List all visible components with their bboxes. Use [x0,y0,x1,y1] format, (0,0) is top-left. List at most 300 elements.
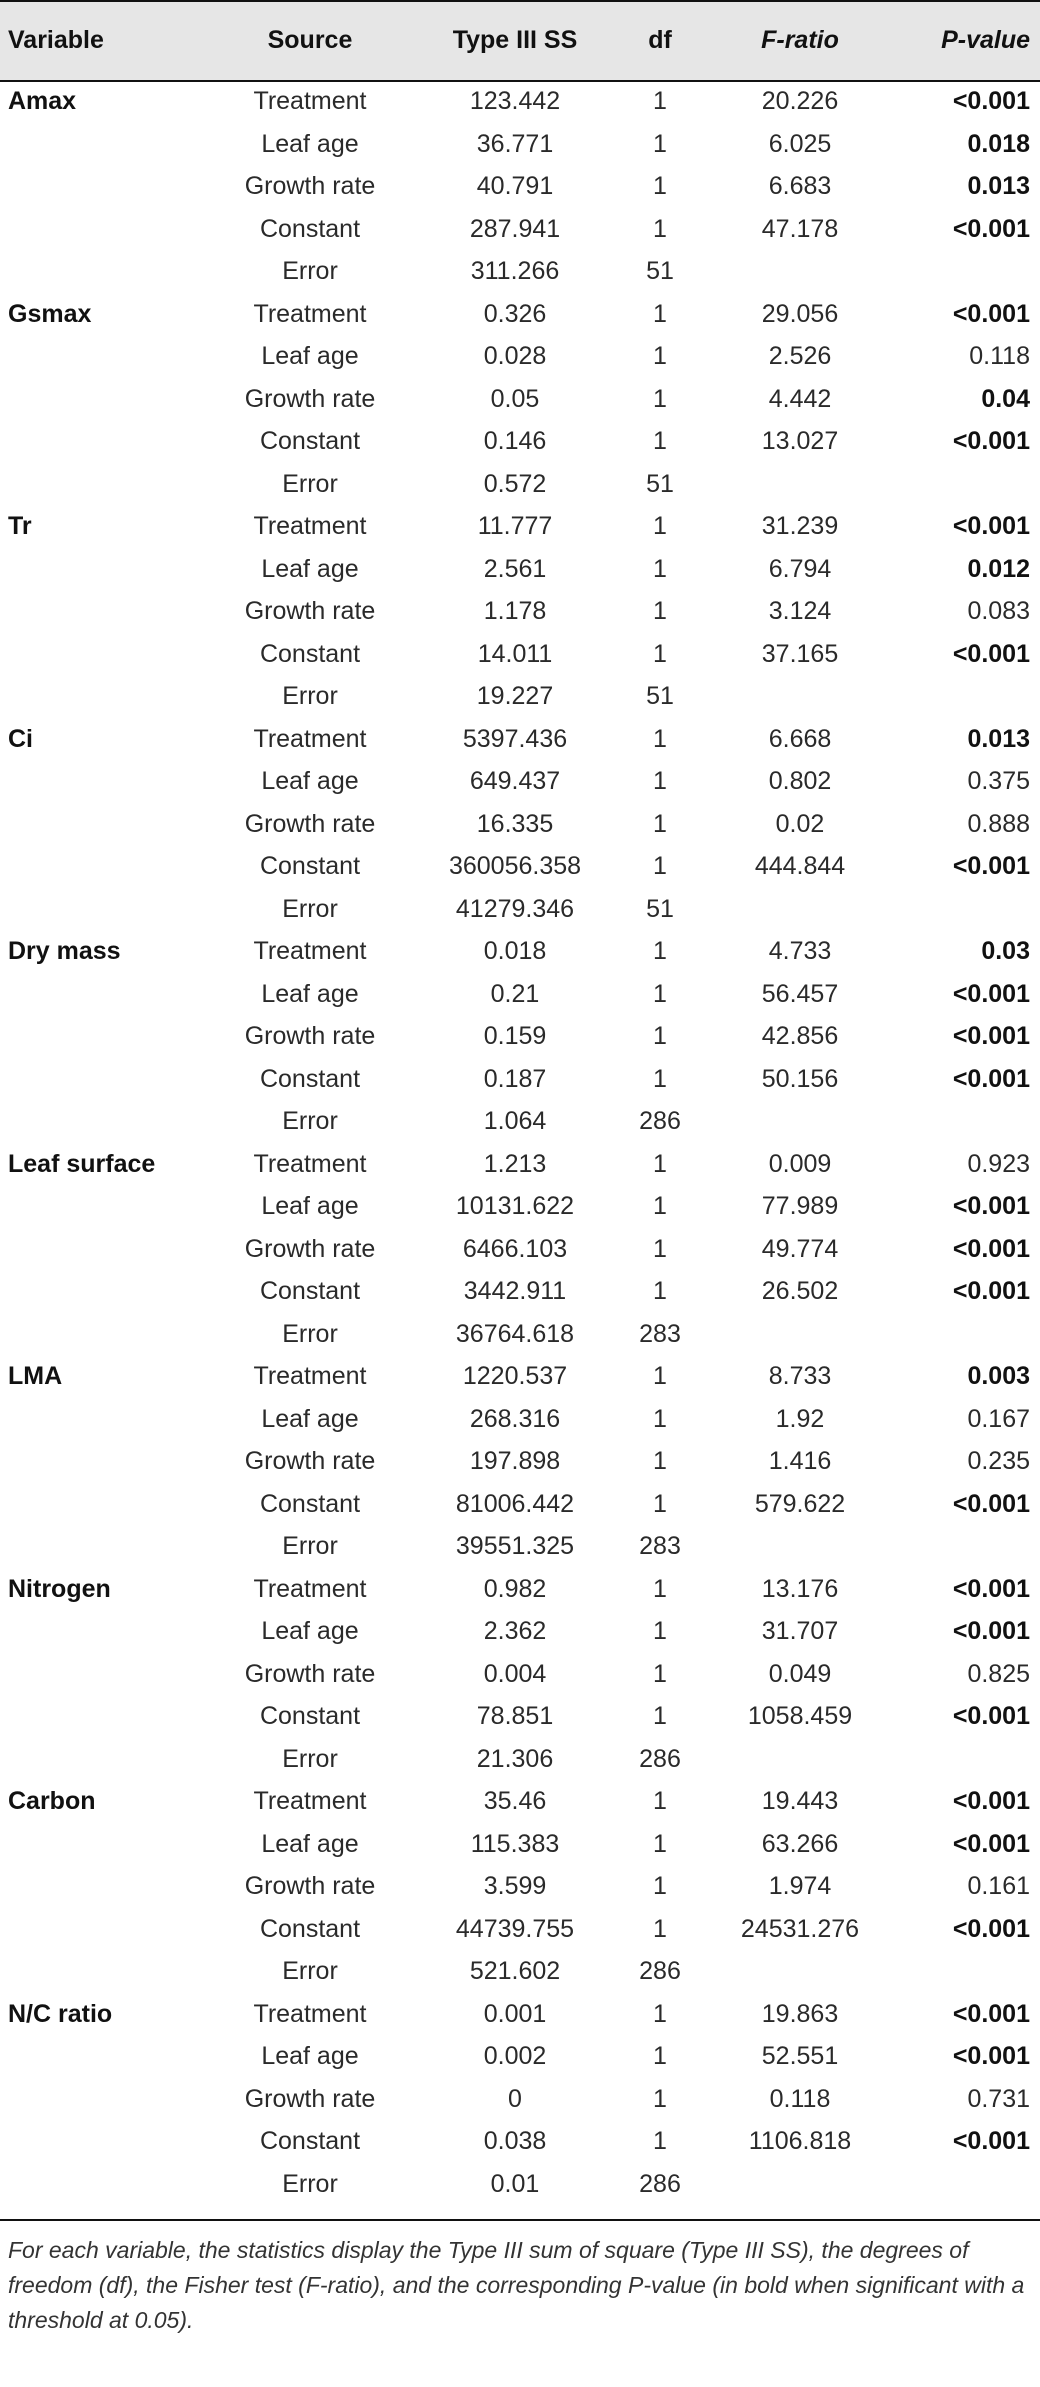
f-ratio-cell: 6.668 [768,724,832,753]
f-ratio-cell: 6.025 [768,129,832,158]
p-value-cell: <0.001 [952,87,1030,115]
type-iii-ss-cell: 0.326 [483,299,547,328]
p-value-cell: 0.083 [967,597,1030,625]
df-cell: 1 [653,1617,667,1645]
type-iii-ss-cell: 44739.755 [455,1914,575,1943]
source-cell: Leaf age [261,1192,359,1220]
table-row [0,80,1040,123]
type-iii-ss-cell: 0.028 [483,342,547,370]
source-cell: Treatment [253,87,367,115]
source-cell: Treatment [253,1149,367,1178]
type-iii-ss-cell: 0.01 [490,2169,540,2198]
p-value-cell: 0.923 [967,1149,1030,1178]
source-cell: Error [282,2169,338,2198]
p-value-cell: <0.001 [952,1022,1030,1050]
table-row [0,1185,1040,1228]
table-row [0,2120,1040,2163]
type-iii-ss-cell: 268.316 [469,1404,561,1433]
p-value-cell: 0.167 [967,1404,1030,1433]
type-iii-ss-cell: 0.002 [483,2042,547,2070]
df-cell: 1 [653,1829,667,1858]
p-value-cell: <0.001 [952,1574,1030,1603]
f-ratio-cell: 42.856 [761,1022,839,1050]
p-value-cell: <0.001 [952,1999,1030,2028]
variable-cell [0,420,210,463]
p-value-cell: 0.003 [967,1362,1030,1390]
f-ratio-cell: 0.009 [768,1149,832,1178]
f-ratio-cell: 13.176 [761,1574,839,1603]
df-cell: 1 [653,87,667,115]
f-ratio-cell: 579.622 [754,1489,846,1518]
table-row [0,1143,1040,1186]
source-cell: Error [282,682,338,710]
variable-cell [0,1228,210,1271]
f-ratio-cell [700,888,900,931]
header-variable: Variable [8,25,104,54]
variable-cell [0,1823,210,1866]
table-row [0,165,1040,208]
type-iii-ss-cell: 0.21 [490,979,540,1008]
f-ratio-cell: 4.442 [768,384,832,413]
df-cell: 1 [653,1999,667,2028]
f-ratio-cell: 20.226 [761,87,839,115]
variable-cell [0,1058,210,1101]
source-cell: Leaf age [261,1617,359,1645]
source-cell: Constant [259,1277,361,1305]
type-iii-ss-cell: 0.572 [483,469,547,498]
table-row [0,1865,1040,1908]
f-ratio-cell: 50.156 [761,1064,839,1093]
variable-cell [0,378,210,421]
p-value-cell: <0.001 [952,1064,1030,1093]
variable-cell [0,1015,210,1058]
f-ratio-cell: 0.02 [775,809,825,838]
df-cell: 51 [646,894,674,923]
table-row [0,208,1040,251]
df-cell: 1 [653,1489,667,1518]
variable-cell [0,250,210,293]
type-iii-ss-cell: 2.362 [483,1617,547,1645]
table-row [0,1823,1040,1866]
df-cell: 1 [653,1787,667,1815]
f-ratio-cell: 0.049 [768,1659,832,1688]
f-ratio-cell [700,1950,900,1993]
table-row [0,420,1040,463]
f-ratio-cell: 0.802 [768,767,832,795]
p-value-cell [900,1313,1040,1356]
p-value-cell: <0.001 [952,1787,1030,1815]
type-iii-ss-cell: 115.383 [470,1829,560,1858]
variable-cell [0,2120,210,2163]
df-cell: 1 [653,597,667,625]
df-cell: 51 [646,257,674,285]
variable-cell [0,1313,210,1356]
table-row [0,1695,1040,1738]
source-cell: Constant [259,1064,361,1093]
variable-cell [0,845,210,888]
type-iii-ss-cell: 6466.103 [462,1234,568,1263]
df-cell: 286 [639,1957,681,1985]
p-value-cell [900,2163,1040,2206]
f-ratio-cell: 1.92 [775,1404,825,1433]
f-ratio-cell: 31.239 [761,512,839,540]
p-value-cell: <0.001 [952,1914,1030,1943]
p-value-cell: <0.001 [952,1489,1030,1518]
variable-cell [0,208,210,251]
type-iii-ss-cell: 11.777 [477,512,553,540]
f-ratio-cell [700,675,900,718]
table-row [0,1058,1040,1101]
df-cell: 1 [653,767,667,795]
df-cell: 1 [653,1404,667,1433]
source-cell: Treatment [253,1787,367,1815]
type-iii-ss-cell: 311.266 [470,257,560,285]
header-p-value [900,0,1040,80]
source-cell: Constant [259,214,361,243]
variable-cell: Ci [8,724,33,753]
p-value-cell [900,463,1040,506]
f-ratio-cell: 63.266 [761,1829,839,1858]
df-cell: 51 [646,469,674,498]
df-cell: 1 [653,172,667,200]
source-cell: Leaf age [261,1829,359,1858]
table-row [0,1100,1040,1143]
variable-cell [0,973,210,1016]
f-ratio-cell [700,1313,900,1356]
source-cell: Constant [259,639,361,668]
variable-cell [0,1440,210,1483]
f-ratio-cell: 1.974 [768,1872,832,1900]
df-cell: 1 [653,427,667,455]
variable-cell [0,590,210,633]
table-body [0,80,1040,2205]
type-iii-ss-cell: 0 [508,2084,522,2113]
table-row [0,590,1040,633]
variable-cell [0,1610,210,1653]
p-value-cell: 0.235 [967,1447,1030,1475]
table-row [0,675,1040,718]
f-ratio-cell: 19.443 [761,1787,839,1815]
p-value-cell: 0.731 [967,2084,1030,2113]
type-iii-ss-cell: 1220.537 [462,1362,568,1390]
p-value-cell: <0.001 [952,852,1030,880]
f-ratio-cell: 1106.818 [748,2127,852,2155]
df-cell: 1 [653,129,667,158]
df-cell: 1 [653,1064,667,1093]
variable-cell [0,1950,210,1993]
table-row [0,1738,1040,1781]
df-cell: 51 [646,682,674,710]
source-cell: Growth rate [244,1447,376,1475]
type-iii-ss-cell: 41279.346 [455,894,575,923]
p-value-cell: <0.001 [952,2042,1030,2070]
f-ratio-cell [700,1738,900,1781]
type-iii-ss-cell: 5397.436 [462,724,568,753]
table-row [0,1355,1040,1398]
type-iii-ss-cell: 16.335 [476,809,554,838]
df-cell: 1 [653,1914,667,1943]
source-cell: Growth rate [244,172,376,200]
table-row [0,250,1040,293]
f-ratio-cell [700,1525,900,1568]
type-iii-ss-cell: 1.178 [483,597,547,625]
df-cell: 283 [639,1319,681,1348]
p-value-cell: <0.001 [952,1277,1030,1305]
header-f-ratio [700,0,900,80]
type-iii-ss-cell: 123.442 [469,87,561,115]
type-iii-ss-cell: 0.004 [483,1659,547,1688]
variable-cell [0,1653,210,1696]
type-iii-ss-cell: 40.791 [476,172,554,200]
df-cell: 286 [639,1744,681,1773]
table-row [0,633,1040,676]
df-cell: 1 [653,554,667,583]
p-value-cell: 0.013 [967,724,1030,753]
df-cell: 1 [653,852,667,880]
f-ratio-cell: 8.733 [768,1362,832,1390]
type-iii-ss-cell: 19.227 [476,682,554,710]
f-ratio-cell: 47.178 [761,214,839,243]
type-iii-ss-cell: 3442.911 [463,1277,567,1305]
source-cell: Leaf age [261,767,359,795]
variable-cell [0,1865,210,1908]
variable-cell [0,2035,210,2078]
f-ratio-cell: 49.774 [761,1234,839,1263]
table-row [0,2078,1040,2121]
f-ratio-cell: 1058.459 [747,1702,853,1730]
table-row [0,930,1040,973]
p-value-cell [900,1738,1040,1781]
type-iii-ss-cell: 521.602 [469,1957,561,1985]
p-value-cell [900,250,1040,293]
f-ratio-cell: 13.027 [761,427,839,455]
source-cell: Constant [259,1489,361,1518]
variable-cell: Nitrogen [8,1574,111,1603]
p-value-cell: 0.04 [981,384,1030,413]
table-row [0,1483,1040,1526]
source-cell: Treatment [253,512,367,540]
variable-cell [0,463,210,506]
source-cell: Leaf age [261,554,359,583]
p-value-cell: <0.001 [952,1617,1030,1645]
p-value-cell: 0.012 [967,554,1030,583]
variable-cell [0,123,210,166]
p-value-cell: <0.001 [952,2127,1030,2155]
p-value-cell: <0.001 [952,979,1030,1008]
type-iii-ss-cell: 0.038 [483,2127,547,2155]
table-row [0,1015,1040,1058]
variable-cell [0,2163,210,2206]
f-ratio-cell: 6.683 [768,172,832,200]
type-iii-ss-cell: 2.561 [483,554,547,583]
f-ratio-cell: 56.457 [761,979,839,1008]
table-row [0,123,1040,166]
source-cell: Growth rate [244,1234,376,1263]
header-f-ratio-label: F-ratio [761,25,839,54]
table-row [0,2163,1040,2206]
df-cell: 1 [653,1277,667,1305]
table-footnote: For each variable, the statistics display the Type III sum of square (Type III SS), the degrees of freedom (df), the Fisher test (F-ratio), and the corresponding P-value (in bold when significant with a threshold at 0.05). [8,2237,1025,2333]
df-cell: 1 [653,1362,667,1390]
header-row [0,0,1040,80]
p-value-cell [900,1525,1040,1568]
source-cell: Treatment [253,1999,367,2028]
table-row [0,463,1040,506]
type-iii-ss-cell: 3.599 [483,1872,547,1900]
type-iii-ss-cell: 1.213 [483,1149,547,1178]
p-value-cell: 0.03 [981,937,1030,965]
df-cell: 1 [653,299,667,328]
p-value-cell: <0.001 [952,299,1030,328]
df-cell: 1 [653,1022,667,1050]
p-value-cell: <0.001 [952,214,1030,243]
df-cell: 1 [653,2042,667,2070]
source-cell: Error [282,894,338,923]
variable-cell: LMA [8,1362,63,1390]
type-iii-ss-cell: 39551.325 [455,1532,575,1560]
variable-cell [0,1908,210,1951]
source-cell: Error [282,257,338,285]
f-ratio-cell: 444.844 [754,852,846,880]
variable-cell: Amax [8,87,77,115]
table-row [0,760,1040,803]
table-row [0,1398,1040,1441]
table-row [0,1610,1040,1653]
variable-cell [0,1695,210,1738]
source-cell: Error [282,1532,338,1560]
source-cell: Error [282,1107,338,1135]
table-row [0,973,1040,1016]
f-ratio-cell: 1.416 [768,1447,832,1475]
p-value-cell: <0.001 [952,1702,1030,1730]
type-iii-ss-cell: 197.898 [469,1447,561,1475]
variable-cell [0,1525,210,1568]
df-cell: 1 [653,979,667,1008]
p-value-cell: <0.001 [952,427,1030,455]
f-ratio-cell [700,2163,900,2206]
f-ratio-cell: 29.056 [761,299,839,328]
source-cell: Growth rate [244,1022,376,1050]
variable-cell [0,760,210,803]
p-value-cell: 0.161 [967,1872,1030,1900]
table-row [0,2035,1040,2078]
variable-cell [0,1738,210,1781]
type-iii-ss-cell: 0.187 [483,1064,547,1093]
source-cell: Treatment [253,1362,367,1390]
variable-cell: N/C ratio [8,1999,113,2028]
source-cell: Treatment [253,724,367,753]
variable-cell: Dry mass [8,937,121,965]
variable-cell: Carbon [8,1787,96,1815]
source-cell: Growth rate [244,597,376,625]
table-row [0,505,1040,548]
f-ratio-cell: 77.989 [761,1192,839,1220]
table-row [0,1440,1040,1483]
source-cell: Leaf age [261,2042,359,2070]
variable-cell [0,1185,210,1228]
variable-cell [0,888,210,931]
table-row [0,378,1040,421]
source-cell: Leaf age [261,979,359,1008]
source-cell: Error [282,1319,338,1348]
source-cell: Treatment [253,937,367,965]
type-iii-ss-cell: 360056.358 [448,852,582,880]
source-cell: Growth rate [244,1659,376,1688]
p-value-cell: <0.001 [952,1192,1030,1220]
df-cell: 1 [653,1234,667,1263]
f-ratio-cell [700,463,900,506]
source-cell: Constant [259,1914,361,1943]
variable-cell [0,548,210,591]
table-row [0,1780,1040,1823]
variable-cell [0,335,210,378]
type-iii-ss-cell: 287.941 [469,214,561,243]
p-value-cell: 0.018 [967,129,1030,158]
table-row [0,1908,1040,1951]
type-iii-ss-cell: 0.146 [483,427,547,455]
p-value-cell: 0.888 [967,809,1030,838]
p-value-cell: 0.013 [967,172,1030,200]
type-iii-ss-cell: 35.46 [483,1787,547,1815]
table-row [0,845,1040,888]
type-iii-ss-cell: 0.982 [483,1574,547,1603]
table-row [0,1993,1040,2036]
table-row [0,718,1040,761]
p-value-cell: <0.001 [952,1829,1030,1858]
source-cell: Constant [259,852,361,880]
f-ratio-cell: 52.551 [761,2042,839,2070]
type-iii-ss-cell: 1.064 [483,1107,547,1135]
df-cell: 286 [639,1107,681,1135]
source-cell: Error [282,1744,338,1773]
f-ratio-cell: 19.863 [761,1999,839,2028]
type-iii-ss-cell: 10131.622 [455,1192,575,1220]
source-cell: Growth rate [244,2084,376,2113]
f-ratio-cell: 24531.276 [740,1914,860,1943]
variable-cell [0,165,210,208]
f-ratio-cell: 4.733 [768,937,832,965]
f-ratio-cell [700,250,900,293]
source-cell: Growth rate [244,384,376,413]
f-ratio-cell: 26.502 [761,1277,839,1305]
type-iii-ss-cell: 78.851 [476,1702,554,1730]
df-cell: 283 [639,1532,681,1560]
source-cell: Growth rate [244,809,376,838]
df-cell: 1 [653,1447,667,1475]
variable-cell [0,1398,210,1441]
df-cell: 1 [653,342,667,370]
source-cell: Constant [259,2127,361,2155]
variable-cell [0,803,210,846]
f-ratio-cell: 6.794 [768,554,832,583]
table-row [0,548,1040,591]
f-ratio-cell: 0.118 [769,2084,831,2113]
variable-cell [0,1100,210,1143]
header-p-value-label: P-value [941,25,1030,54]
source-cell: Error [282,469,338,498]
p-value-cell: <0.001 [952,1234,1030,1263]
df-cell: 1 [653,1149,667,1178]
header-source: Source [267,25,353,54]
source-cell: Treatment [253,1574,367,1603]
p-value-cell [900,1950,1040,1993]
f-ratio-cell: 2.526 [768,342,832,370]
type-iii-ss-cell: 649.437 [469,767,561,795]
table-row [0,888,1040,931]
variable-cell: Tr [8,512,32,540]
df-cell: 1 [653,639,667,668]
f-ratio-cell [700,1100,900,1143]
